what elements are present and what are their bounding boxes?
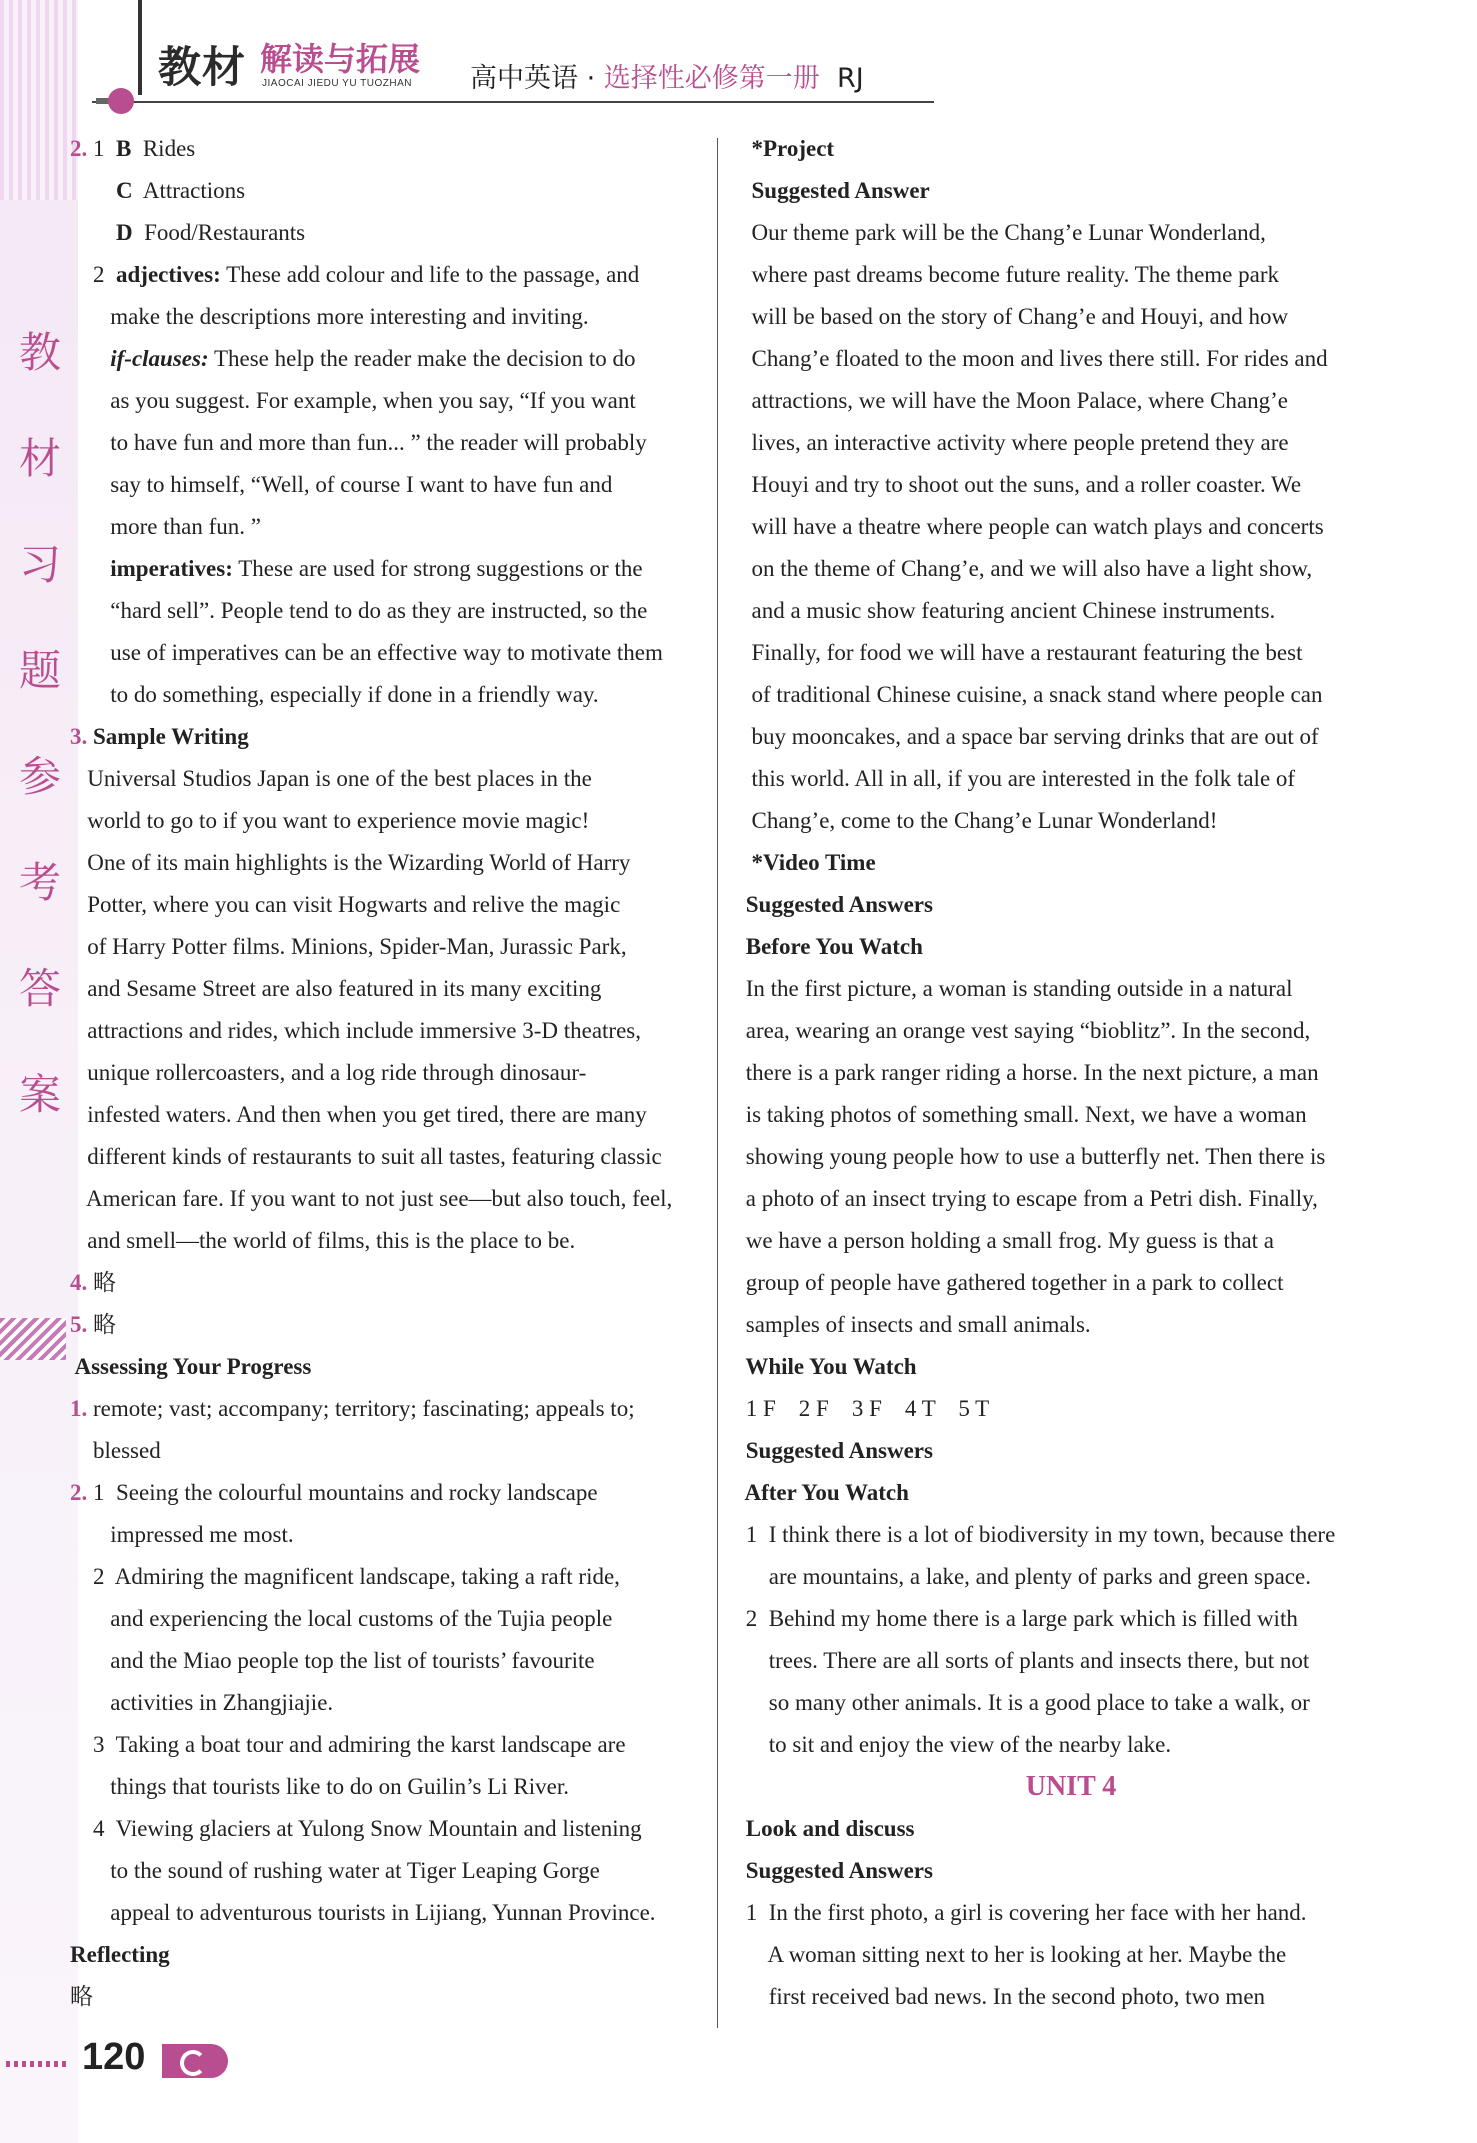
text-segment: and the Miao people top the list of tourists’ favourite	[70, 1648, 595, 1673]
text-segment: 1.	[70, 1396, 93, 1421]
text-line	[70, 1850, 730, 1892]
left-column	[70, 128, 730, 2018]
text-segment: samples of insects and small animals.	[740, 1312, 1091, 1337]
text-segment: 1 In the first photo, a girl is covering her face with her hand.	[740, 1900, 1307, 1925]
text-line	[70, 1430, 730, 1472]
text-segment: Look and discuss	[740, 1816, 915, 1841]
text-segment: 2.	[70, 1480, 93, 1505]
text-line	[740, 1850, 1402, 1892]
text-segment: impressed me most.	[70, 1522, 294, 1547]
text-segment: and Sesame Street are also featured in its many exciting	[70, 976, 602, 1001]
text-segment: Potter, where you can visit Hogwarts and relive the magic	[70, 892, 621, 917]
text-segment: make the descriptions more interesting and inviting.	[70, 304, 589, 329]
text-line	[740, 926, 1402, 968]
text-line	[70, 1304, 730, 1346]
text-segment: world to go to if you want to experience movie magic!	[70, 808, 590, 833]
text-line	[70, 1808, 730, 1850]
text-line	[70, 1724, 730, 1766]
text-line	[70, 422, 730, 464]
text-segment: These add colour and life to the passage, and	[220, 262, 640, 287]
text-segment: we have a person holding a small frog. My guess is that a	[740, 1228, 1274, 1253]
text-segment: Sample Writing	[93, 724, 249, 749]
sidebar-stripe	[0, 1318, 66, 1360]
text-segment: In the first picture, a woman is standing outside in a natural	[740, 976, 1293, 1001]
text-line	[740, 1178, 1402, 1220]
text-line	[740, 968, 1402, 1010]
header-dot-icon	[108, 88, 134, 114]
text-line	[740, 1052, 1402, 1094]
text-line	[70, 338, 730, 380]
text-line	[740, 464, 1402, 506]
text-line	[740, 1430, 1402, 1472]
text-line	[70, 548, 730, 590]
text-segment: American fare. If you want to not just see—but also touch, feel,	[70, 1186, 673, 1211]
text-line	[740, 1388, 1402, 1430]
header-divider	[138, 0, 142, 95]
text-segment: showing young people how to use a butterfly net. Then there is	[740, 1144, 1326, 1169]
text-line	[70, 1766, 730, 1808]
text-segment: These help the reader make the decision to do	[208, 346, 636, 371]
text-line	[740, 1094, 1402, 1136]
sidebar-pattern	[0, 0, 78, 200]
text-line	[70, 884, 730, 926]
sidebar-char: 答	[18, 964, 61, 1013]
text-line	[740, 1934, 1402, 1976]
text-line	[740, 506, 1402, 548]
text-line	[70, 170, 730, 212]
text-line	[70, 380, 730, 422]
text-line	[740, 380, 1402, 422]
page-number: 120	[82, 2036, 146, 2078]
text-line	[740, 800, 1402, 842]
text-line	[740, 422, 1402, 464]
text-segment: a photo of an insect trying to escape from a Petri dish. Finally,	[740, 1186, 1318, 1211]
text-segment: area, wearing an orange vest saying “bioblitz”. In the second,	[740, 1018, 1311, 1043]
text-segment: to sit and enjoy the view of the nearby lake.	[740, 1732, 1172, 1757]
text-segment: remote; vast; accompany; territory; fascinating; appeals to;	[93, 1396, 635, 1421]
text-segment: While You Watch	[740, 1354, 917, 1379]
text-line	[70, 1178, 730, 1220]
text-segment: imperatives:	[110, 556, 233, 581]
footer-dots	[6, 2061, 70, 2067]
text-segment: C	[116, 178, 133, 203]
text-segment: unique rollercoasters, and a log ride through dinosaur-	[70, 1060, 587, 1085]
text-segment: say to himself, “Well, of course I want to have fun and	[70, 472, 613, 497]
right-column	[740, 128, 1402, 2018]
text-segment: 2 Behind my home there is a large park which is filled with	[740, 1606, 1298, 1631]
sidebar-char: 参	[18, 752, 61, 801]
text-line	[740, 1640, 1402, 1682]
sidebar	[0, 0, 78, 2143]
text-line	[740, 1472, 1402, 1514]
text-line	[740, 1892, 1402, 1934]
book-label: 选择性必修第一册	[603, 63, 820, 94]
text-line	[740, 1010, 1402, 1052]
text-line	[70, 1472, 730, 1514]
text-line	[70, 632, 730, 674]
text-segment: of Harry Potter films. Minions, Spider-Man, Jurassic Park,	[70, 934, 627, 959]
text-segment: B	[116, 136, 132, 161]
text-segment: 4.	[70, 1270, 93, 1295]
text-line	[70, 758, 730, 800]
text-line	[70, 212, 730, 254]
text-segment: 2	[70, 262, 116, 287]
text-segment: Reflecting	[70, 1942, 170, 1967]
text-line	[740, 590, 1402, 632]
text-segment: 2 Admiring the magnificent landscape, taking a raft ride,	[70, 1564, 620, 1589]
text-segment: Suggested Answers	[740, 1438, 933, 1463]
text-segment: are mountains, a lake, and plenty of parks and green space.	[740, 1564, 1311, 1589]
text-segment: Before You Watch	[740, 934, 923, 959]
text-segment: Universal Studios Japan is one of the best places in the	[70, 766, 592, 791]
text-segment: activities in Zhangjiajie.	[70, 1690, 334, 1715]
text-line	[70, 1556, 730, 1598]
text-segment: as you suggest. For example, when you say, “If you want	[70, 388, 636, 413]
text-line	[70, 1010, 730, 1052]
text-segment: 3 Taking a boat tour and admiring the karst landscape are	[70, 1732, 626, 1757]
text-segment: A woman sitting next to her is looking at her. Maybe the	[740, 1942, 1287, 1967]
text-segment: will have a theatre where people can watch plays and concerts	[740, 514, 1324, 539]
text-line	[70, 1136, 730, 1178]
text-line	[740, 1304, 1402, 1346]
text-line	[740, 254, 1402, 296]
text-segment: more than fun. ”	[70, 514, 261, 539]
text-segment: 5.	[70, 1312, 93, 1337]
text-line	[70, 1220, 730, 1262]
text-line	[70, 1598, 730, 1640]
sidebar-char: 材	[18, 434, 61, 483]
text-line	[70, 296, 730, 338]
edition-label: RJ	[836, 63, 864, 94]
text-line	[70, 842, 730, 884]
text-segment: 1	[93, 136, 116, 161]
text-segment: 4 Viewing glaciers at Yulong Snow Mountain and listening	[70, 1816, 642, 1841]
text-line	[70, 1976, 730, 2018]
text-line	[70, 716, 730, 758]
text-line	[740, 1556, 1402, 1598]
text-segment: 3.	[70, 724, 93, 749]
logo-sub: 解读与拓展	[260, 40, 421, 78]
text-segment: things that tourists like to do on Guilin’s Li River.	[70, 1774, 569, 1799]
text-line	[740, 1724, 1402, 1766]
text-segment: Suggested Answer	[740, 178, 930, 203]
text-segment	[70, 556, 110, 581]
text-line	[70, 674, 730, 716]
text-segment: Attractions	[132, 178, 246, 203]
text-line	[70, 1262, 730, 1304]
text-line	[70, 506, 730, 548]
text-segment: 1 I think there is a lot of biodiversity in my town, because there	[740, 1522, 1336, 1547]
text-segment: there is a park ranger riding a horse. In the next picture, a man	[740, 1060, 1319, 1085]
text-segment: One of its main highlights is the Wizarding World of Harry	[70, 850, 631, 875]
text-segment: 1 Seeing the colourful mountains and rocky landscape	[93, 1480, 598, 1505]
text-line	[70, 1934, 730, 1976]
text-segment: 1 F 2 F 3 F 4 T 5 T	[740, 1396, 990, 1421]
text-line	[740, 1346, 1402, 1388]
subject-label: 高中英语	[470, 63, 578, 94]
sidebar-char: 题	[18, 646, 61, 695]
text-segment: “hard sell”. People tend to do as they are instructed, so the	[70, 598, 648, 623]
text-line	[70, 128, 730, 170]
text-segment: first received bad news. In the second photo, two men	[740, 1984, 1266, 2009]
text-segment: group of people have gathered together in a park to collect	[740, 1270, 1284, 1295]
text-segment: where past dreams become future reality. The theme park	[740, 262, 1279, 287]
text-line	[70, 926, 730, 968]
text-line	[70, 968, 730, 1010]
text-line	[740, 1598, 1402, 1640]
text-line	[70, 464, 730, 506]
text-segment: buy mooncakes, and a space bar serving drinks that are out of	[740, 724, 1319, 749]
text-segment: attractions and rides, which include immersive 3-D theatres,	[70, 1018, 641, 1043]
text-line	[740, 758, 1402, 800]
text-line	[70, 1388, 730, 1430]
text-line	[70, 800, 730, 842]
text-segment: use of imperatives can be an effective way to motivate them	[70, 640, 663, 665]
text-line	[70, 1094, 730, 1136]
sidebar-char: 案	[18, 1070, 61, 1119]
text-line	[740, 1136, 1402, 1178]
text-segment: will be based on the story of Chang’e and Houyi, and how	[740, 304, 1289, 329]
text-line	[740, 716, 1402, 758]
text-line	[740, 1808, 1402, 1850]
text-segment	[70, 346, 110, 371]
text-segment: to do something, especially if done in a friendly way.	[70, 682, 599, 707]
text-segment: Finally, for food we will have a restaurant featuring the best	[740, 640, 1303, 665]
book-title	[470, 56, 864, 95]
text-segment: lives, an interactive activity where people pretend they are	[740, 430, 1289, 455]
text-line	[740, 842, 1402, 884]
text-line	[740, 1262, 1402, 1304]
text-segment: *Video Time	[740, 850, 876, 875]
sidebar-char: 考	[18, 858, 61, 907]
text-segment: 略	[93, 1312, 116, 1337]
text-segment: attractions, we will have the Moon Palace, where Chang’e	[740, 388, 1288, 413]
text-line	[70, 1640, 730, 1682]
text-segment: so many other animals. It is a good place to take a walk, or	[740, 1690, 1310, 1715]
text-line	[740, 170, 1402, 212]
page-footer	[0, 2036, 300, 2086]
text-segment: 略	[93, 1270, 116, 1295]
text-segment: this world. All in all, if you are interested in the folk tale of	[740, 766, 1296, 791]
text-segment: trees. There are all sorts of plants and insects there, but not	[740, 1648, 1310, 1673]
text-segment: and smell—the world of films, this is the place to be.	[70, 1228, 576, 1253]
text-segment: Chang’e floated to the moon and lives there still. For rides and	[740, 346, 1328, 371]
text-line	[70, 1892, 730, 1934]
text-segment: of traditional Chinese cuisine, a snack stand where people can	[740, 682, 1323, 707]
text-line	[740, 1220, 1402, 1262]
text-segment: and a music show featuring ancient Chinese instruments.	[740, 598, 1276, 623]
text-line	[740, 884, 1402, 926]
text-segment: to have fun and more than fun... ” the reader will probably	[70, 430, 647, 455]
text-line	[740, 1766, 1402, 1808]
text-segment: on the theme of Chang’e, and we will also have a light show,	[740, 556, 1313, 581]
text-segment: After You Watch	[740, 1480, 909, 1505]
text-line	[740, 548, 1402, 590]
text-line	[70, 1346, 730, 1388]
text-line	[740, 1682, 1402, 1724]
text-segment: if-clauses:	[110, 346, 209, 371]
text-line	[740, 1514, 1402, 1556]
text-segment	[70, 178, 116, 203]
text-segment: Assessing Your Progress	[70, 1354, 312, 1379]
text-segment: adjectives:	[116, 262, 221, 287]
text-segment: Rides	[131, 136, 196, 161]
logo-pinyin: JIAOCAI JIEDU YU TUOZHAN	[262, 78, 412, 89]
text-segment: D	[116, 220, 133, 245]
page-header	[152, 28, 932, 98]
text-line	[740, 674, 1402, 716]
text-segment: UNIT 4	[1025, 1771, 1117, 1802]
text-segment	[70, 220, 116, 245]
text-segment: is taking photos of something small. Next, we have a woman	[740, 1102, 1307, 1127]
text-line	[70, 590, 730, 632]
text-segment: to the sound of rushing water at Tiger Leaping Gorge	[70, 1858, 600, 1883]
text-line	[740, 296, 1402, 338]
text-line	[740, 338, 1402, 380]
text-segment: *Project	[740, 136, 835, 161]
text-segment: Suggested Answers	[740, 1858, 933, 1883]
text-segment: 2.	[70, 136, 93, 161]
text-segment: 略	[70, 1984, 93, 2009]
text-segment: different kinds of restaurants to suit all tastes, featuring classic	[70, 1144, 662, 1169]
text-segment: appeal to adventurous tourists in Lijiang, Yunnan Province.	[70, 1900, 656, 1925]
text-line	[740, 212, 1402, 254]
text-line	[70, 254, 730, 296]
text-segment: Suggested Answers	[740, 892, 933, 917]
text-segment: Chang’e, come to the Chang’e Lunar Wonderland!	[740, 808, 1218, 833]
text-line	[70, 1682, 730, 1724]
text-line	[70, 1052, 730, 1094]
text-line	[740, 128, 1402, 170]
text-segment: Houyi and try to shoot out the suns, and a roller coaster. We	[740, 472, 1302, 497]
sidebar-char: 教	[18, 328, 61, 377]
text-line	[740, 1976, 1402, 2018]
text-line	[740, 632, 1402, 674]
text-segment: These are used for strong suggestions or the	[232, 556, 643, 581]
text-line	[70, 1514, 730, 1556]
text-segment: Our theme park will be the Chang’e Lunar Wonderland,	[740, 220, 1266, 245]
page-badge-icon	[162, 2044, 228, 2078]
sidebar-char: 习	[18, 540, 61, 589]
text-segment: blessed	[70, 1438, 161, 1463]
text-segment: infested waters. And then when you get tired, there are many	[70, 1102, 647, 1127]
title-dot: ·	[586, 63, 596, 94]
header-rule	[92, 101, 934, 103]
text-segment: and experiencing the local customs of the Tujia people	[70, 1606, 613, 1631]
logo-main: 教材	[158, 43, 246, 93]
sidebar-label	[12, 300, 68, 1148]
text-segment: Food/Restaurants	[132, 220, 306, 245]
